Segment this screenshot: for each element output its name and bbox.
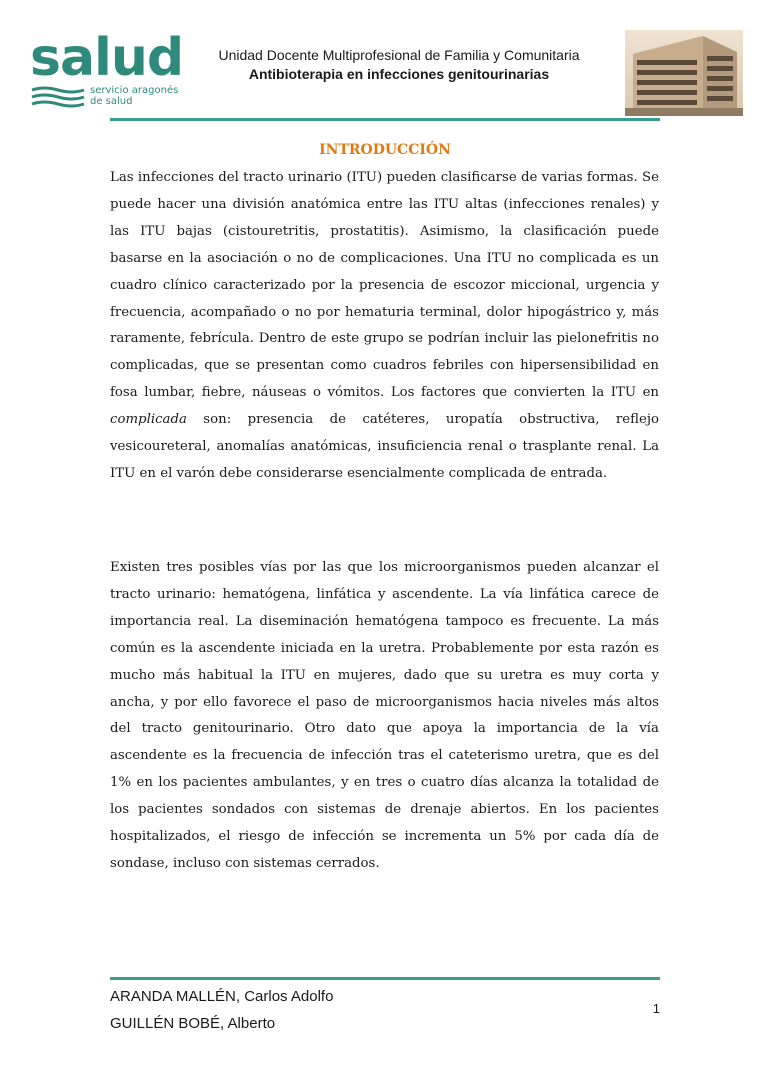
header-divider [110,118,660,121]
logo-wordmark: salud [30,28,184,88]
salud-logo [30,28,190,107]
author-name-1: ARANDA MALLÉN, Carlos Adolfo [110,988,334,1005]
paragraph-introduction [110,165,659,488]
document-subtitle: Antibioterapia en infecciones genitourinarias [248,66,550,82]
footer-divider [110,977,660,980]
logo-subtitle-line1: servicio aragonés [90,85,179,96]
logo-waves-icon [30,86,86,108]
institution-name: Unidad Docente Multiprofesional de Familia y Comunitaria [218,47,580,63]
paragraph-transmission-routes: Existen tres posibles vías por las que los microorganismos pueden alcanzar el tracto urinario: hematógena, linfática y ascendente. La vía linfática carece de importancia real. La diseminación hematógena tampoco es frecuente. La más común es la ascendente iniciada en la uretra. Probablemente por esta razón es mucho más habitual la ITU en mujeres, dado que su uretra es muy corta y ancha, y por ello favorece el paso de microorganismos hacia niveles más altos del tracto genitourinario. Otro dato que apoya la importancia de la vía ascendente es la frecuencia de infección tras el cateterismo uretra, que es del 1% en los pacientes ambulantes, y en tres o cuatro días alcanza la totalidad de los pacientes sondados con sistemas de drenaje abiertos. En los pacientes hospitalizados, el riesgo de infección se incrementa un 5% por cada día de sondase, incluso con sistemas cerrados. [110,560,659,871]
page-number: 1 [652,1001,660,1016]
author-name-2: GUILLÉN BOBÉ, Alberto [110,1015,276,1032]
page-header [205,46,593,83]
paragraph1-text-start: Las infecciones del tracto urinario (ITU) pueden clasificarse de varias formas. Se puede hacer una división anatómica entre las ITU altas (infecciones renales) y las ITU bajas (cistouretritis, prostatitis). Asimismo, la clasificación puede basarse en la asociación o no de complicaciones. Una ITU no complicada es un cuadro clínico caracterizado por la presencia de escozor miccional, urgencia y frecuencia, acompañado o no por hematuria terminal, dolor hipogástrico y, más raramente, febrícula. Dentro de este grupo se podrían incluir las pielonefritis no complicadas, que se presentan como cuadros febriles con hipersensibilidad en fosa lumbar, fiebre, náuseas o vómitos. Los factores que convierten la ITU en [110,170,659,401]
section-title: INTRODUCCIÓN [319,142,451,158]
paragraph1-emphasis: complicada [110,412,187,428]
paragraph1-text-end: son: presencia de catéteres, uropatía obstructiva, reflejo vesicoureteral, anomalías anatómicas, insuficiencia renal o trasplante renal. La ITU en el varón debe considerarse esencialmente complicada de entrada. [110,412,659,481]
building-photo [625,30,743,116]
logo-subtitle-line2: de salud [90,96,133,107]
